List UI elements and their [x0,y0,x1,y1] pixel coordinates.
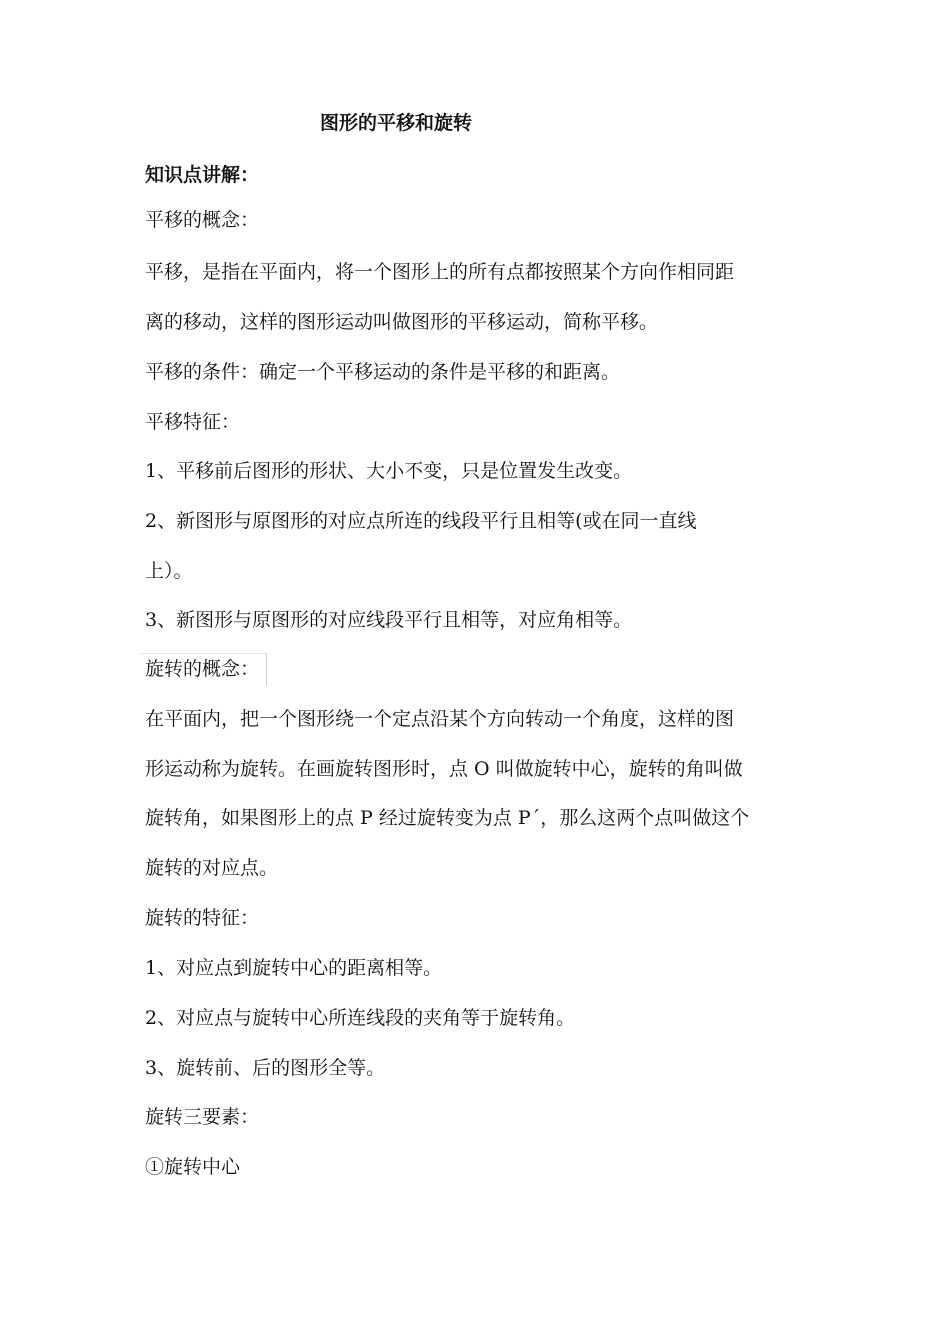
rotation-element-1: ①旋转中心 [145,1156,241,1178]
translation-concept-label: 平移的概念： [145,209,260,231]
translation-feature-2-line-1: 2、新图形与原图形的对应点所连的线段平行且相等(或在同一直线 [145,510,697,532]
translation-feature-1: 1、平移前后图形的形状、大小不变，只是位置发生改变。 [145,460,633,482]
rotation-features-label: 旋转的特征： [145,907,260,929]
document-title: 图形的平移和旋转 [320,112,473,134]
rotation-feature-3: 3、旋转前、后的图形全等。 [145,1057,386,1079]
rotation-concept-label: 旋转的概念： [145,658,260,680]
translation-definition-line-2: 离的移动，这样的图形运动叫做图形的平移运动，简称平移。 [145,311,659,333]
rotation-feature-2: 2、对应点与旋转中心所连线段的夹角等于旋转角。 [145,1007,576,1029]
rotation-definition-line-2: 形运动称为旋转。在画旋转图形时，点 O 叫做旋转中心，旋转的角叫做 [145,758,743,780]
rotation-definition-line-3: 旋转角，如果图形上的点 P 经过旋转变为点 P´，那么这两个点叫做这个 [145,807,750,829]
translation-condition: 平移的条件：确定一个平移运动的条件是平移的和距离。 [145,361,621,383]
translation-features-label: 平移特征： [145,411,241,433]
translation-feature-3: 3、新图形与原图形的对应线段平行且相等，对应角相等。 [145,609,633,631]
translation-definition-line-1: 平移，是指在平面内，将一个图形上的所有点都按照某个方向作相同距 [145,261,735,283]
section-heading: 知识点讲解： [145,164,260,186]
rotation-definition-line-1: 在平面内，把一个图形绕一个定点沿某个方向转动一个角度，这样的图 [145,708,735,730]
rotation-definition-line-4: 旋转的对应点。 [145,857,279,879]
rotation-elements-label: 旋转三要素： [145,1106,260,1128]
rotation-feature-1: 1、对应点到旋转中心的距离相等。 [145,957,443,979]
translation-feature-2-line-2: 上）。 [145,560,193,582]
